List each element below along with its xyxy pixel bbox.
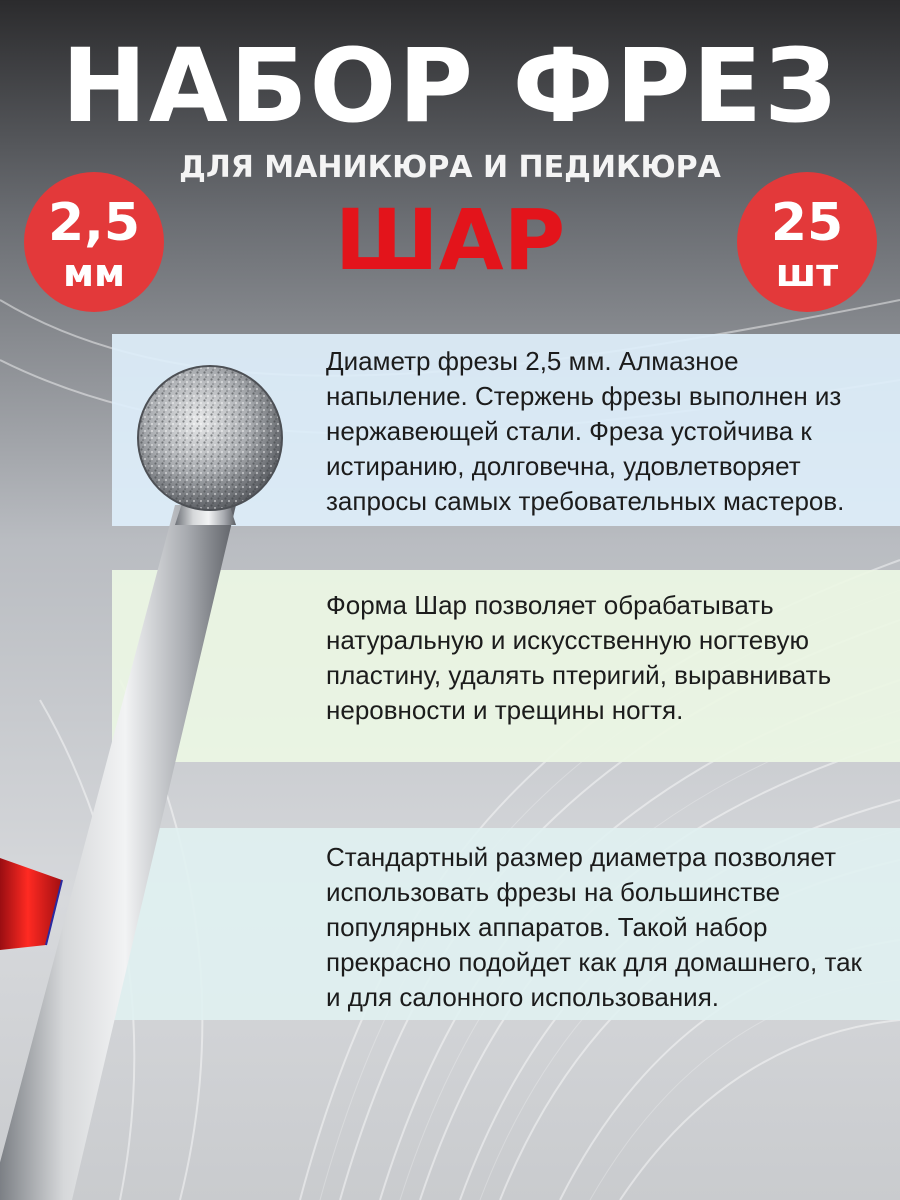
description-text-1: Диаметр фрезы 2,5 мм. Алмазное напыление. Стержень фрезы выполнен из нержавеющей стали. Фреза устойчива к истиранию, долговечна, удовлетворяет запросы самых требовательных мастеров. (326, 346, 845, 516)
quantity-badge (737, 172, 877, 312)
size-badge-unit: мм (62, 251, 126, 295)
description-text-3: Стандартный размер диаметра позволяет использовать фрезы на большинстве популярных аппаратов. Такой набор прекрасно подойдет как для домашнего, так и для салонного использования. (326, 842, 862, 1012)
product-subtitle: ДЛЯ МАНИКЮРА И ПЕДИКЮРА (179, 150, 721, 185)
quantity-badge-unit: шт (775, 251, 839, 295)
description-text-2: Форма Шар позволяет обрабатывать натуральную и искусственную ногтевую пластину, удалять птеригий, выравнивать неровности и трещины ногтя. (326, 590, 832, 725)
description-panel-3 (112, 828, 900, 1020)
shape-name: ШАР (334, 191, 566, 289)
size-badge (24, 172, 164, 312)
description-panel-1 (112, 334, 900, 526)
quantity-badge-value: 25 (770, 193, 844, 253)
description-panel-2 (112, 570, 900, 762)
product-title: НАБОР ФРЕЗ (61, 27, 839, 146)
size-badge-value: 2,5 (47, 193, 141, 253)
